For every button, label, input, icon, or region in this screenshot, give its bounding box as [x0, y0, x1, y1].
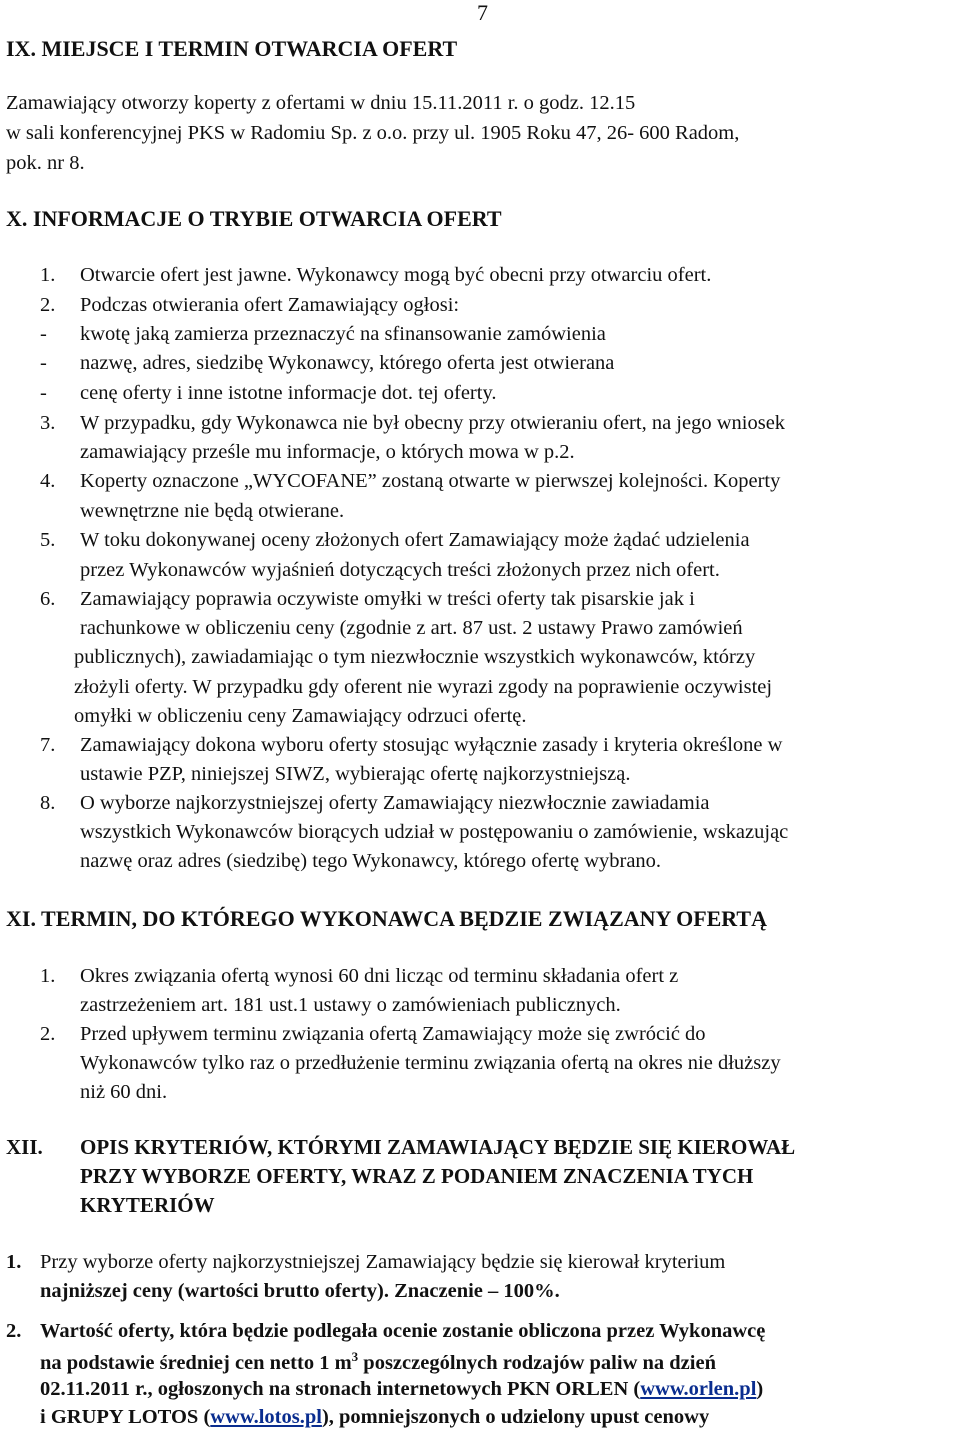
section-ix-heading: IX. MIEJSCE I TERMIN OTWARCIA OFERT — [6, 36, 458, 61]
item-number: 1. — [40, 264, 56, 286]
lotos-link[interactable]: www.lotos.pl — [210, 1406, 322, 1428]
item-text: Podczas otwierania ofert Zamawiający ogłosi: — [80, 294, 460, 316]
item-text: publicznych), zawiadamiając o tym niezwłocznie wszystkich wykonawców, którzy — [74, 646, 756, 668]
item-text: Okres związania ofertą wynosi 60 dni licząc od terminu składania ofert z — [80, 965, 679, 987]
item-text: omyłki w obliczeniu ceny Zamawiający odrzuci ofertę. — [74, 705, 527, 727]
item-number: 8. — [40, 792, 56, 814]
line-text: ), pomniejszonych o udzielony upust cenowy — [321, 1406, 710, 1428]
page-number: 7 — [477, 0, 488, 25]
line-text: 02.11.2011 r., ogłoszonych na stronach internetowych PKN ORLEN ( — [40, 1378, 641, 1400]
item-text: Zamawiający poprawia oczywiste omyłki w treści oferty tak pisarskie jak i — [80, 588, 695, 610]
xii-item-1-line-1: Przy wyborze oferty najkorzystniejszej Zamawiający będzie się kierował kryterium — [40, 1251, 726, 1273]
orlen-link[interactable]: www.orlen.pl — [640, 1378, 757, 1400]
xii-item-1-number: 1. — [6, 1251, 22, 1273]
section-ix-para-line-2: w sali konferencyjnej PKS w Radomiu Sp. z o.o. przy ul. 1905 Roku 47, 26- 600 Radom, — [6, 122, 740, 144]
line-text: na podstawie średniej cen netto 1 m — [40, 1351, 352, 1374]
item-text: rachunkowe w obliczeniu ceny (zgodnie z art. 87 ust. 2 ustawy Prawo zamówień — [80, 617, 743, 639]
xii-item-2-line-2 — [40, 1349, 716, 1375]
item-text: W przypadku, gdy Wykonawca nie był obecny przy otwieraniu ofert, na jego wniosek — [80, 412, 786, 434]
item-number: 5. — [40, 529, 56, 551]
item-text: wszystkich Wykonawców biorących udział w postępowaniu o zamówienie, wskazując — [80, 821, 789, 843]
section-xii-heading-line-2: PRZY WYBORZE OFERTY, WRAZ Z PODANIEM ZNACZENIA TYCH — [80, 1164, 754, 1188]
item-text: Koperty oznaczone „WYCOFANE” zostaną otwarte w pierwszej kolejności. Koperty — [80, 470, 781, 492]
xii-item-2-line-4 — [40, 1406, 709, 1429]
item-number: 4. — [40, 470, 56, 492]
xii-item-2-line-1: Wartość oferty, która będzie podlegała ocenie zostanie obliczona przez Wykonawcę — [40, 1320, 766, 1342]
item-text: złożyli oferty. W przypadku gdy oferent nie wyrazi zgody na poprawienie oczywistej — [74, 676, 773, 698]
section-xii-heading-line-1: OPIS KRYTERIÓW, KTÓRYMI ZAMAWIAJĄCY BĘDZIE SIĘ KIEROWAŁ — [80, 1135, 796, 1159]
item-text: zamawiający prześle mu informacje, o których mowa w p.2. — [80, 441, 575, 463]
section-x-heading: X. INFORMACJE O TRYBIE OTWARCIA OFERT — [6, 206, 502, 231]
dash-marker: - — [40, 323, 47, 345]
section-xi-heading: XI. TERMIN, DO KTÓREGO WYKONAWCA BĘDZIE ZWIĄZANY OFERTĄ — [6, 906, 767, 931]
item-text: przez Wykonawców wyjaśnień dotyczących treści złożonych przez nich ofert. — [80, 559, 720, 581]
item-text: zastrzeżeniem art. 181 ust.1 ustawy o zamówieniach publicznych. — [80, 994, 621, 1016]
dash-text: cenę oferty i inne istotne informacje dot. tej oferty. — [80, 382, 497, 404]
item-text: wewnętrzne nie będą otwierane. — [80, 500, 345, 522]
line-text: i GRUPY LOTOS ( — [40, 1406, 211, 1428]
dash-marker: - — [40, 382, 47, 404]
item-number: 7. — [40, 734, 56, 756]
line-text: poszczególnych rodzajów paliw na dzień — [358, 1351, 716, 1374]
item-number: 1. — [40, 965, 56, 987]
xii-item-2-number: 2. — [6, 1320, 22, 1342]
section-xii-heading-line-3: KRYTERIÓW — [80, 1193, 215, 1217]
item-text: W toku dokonywanej oceny złożonych ofert Zamawiający może żądać udzielenia — [80, 529, 750, 551]
dash-text: kwotę jaką zamierza przeznaczyć na sfinansowanie zamówienia — [80, 323, 606, 345]
superscript: 3 — [351, 1349, 359, 1364]
line-text: ) — [756, 1378, 764, 1400]
section-ix-para-line-3: pok. nr 8. — [6, 152, 85, 174]
item-text: Zamawiający dokona wyboru oferty stosując wyłącznie zasady i kryteria określone w — [80, 734, 783, 756]
item-text: O wyborze najkorzystniejszej oferty Zamawiający niezwłocznie zawiadamia — [80, 792, 710, 814]
item-text: ustawie PZP, niniejszej SIWZ, wybierając ofertę najkorzystniejszą. — [80, 763, 631, 785]
item-text: Wykonawców tylko raz o przedłużenie terminu związania ofertą na okres nie dłuższy — [80, 1052, 781, 1074]
xii-item-2-line-3 — [40, 1378, 763, 1401]
item-number: 6. — [40, 588, 56, 610]
item-number: 2. — [40, 1023, 56, 1045]
item-text: niż 60 dni. — [80, 1081, 168, 1103]
item-text: nazwę oraz adres (siedzibę) tego Wykonawcy, którego ofertę wybrano. — [80, 850, 662, 872]
xii-item-1-line-2: najniższej ceny (wartości brutto oferty). Znaczenie – 100%. — [40, 1280, 560, 1302]
item-number: 2. — [40, 294, 56, 316]
dash-text: nazwę, adres, siedzibę Wykonawcy, którego oferta jest otwierana — [80, 352, 615, 374]
section-xii-numeral: XII. — [6, 1135, 43, 1159]
section-ix-para-line-1: Zamawiający otworzy koperty z ofertami w dniu 15.11.2011 r. o godz. 12.15 — [6, 92, 636, 114]
item-text: Otwarcie ofert jest jawne. Wykonawcy mogą być obecni przy otwarciu ofert. — [80, 264, 712, 286]
item-number: 3. — [40, 412, 56, 434]
dash-marker: - — [40, 352, 47, 374]
item-text: Przed upływem terminu związania ofertą Zamawiający może się zwrócić do — [80, 1023, 706, 1045]
